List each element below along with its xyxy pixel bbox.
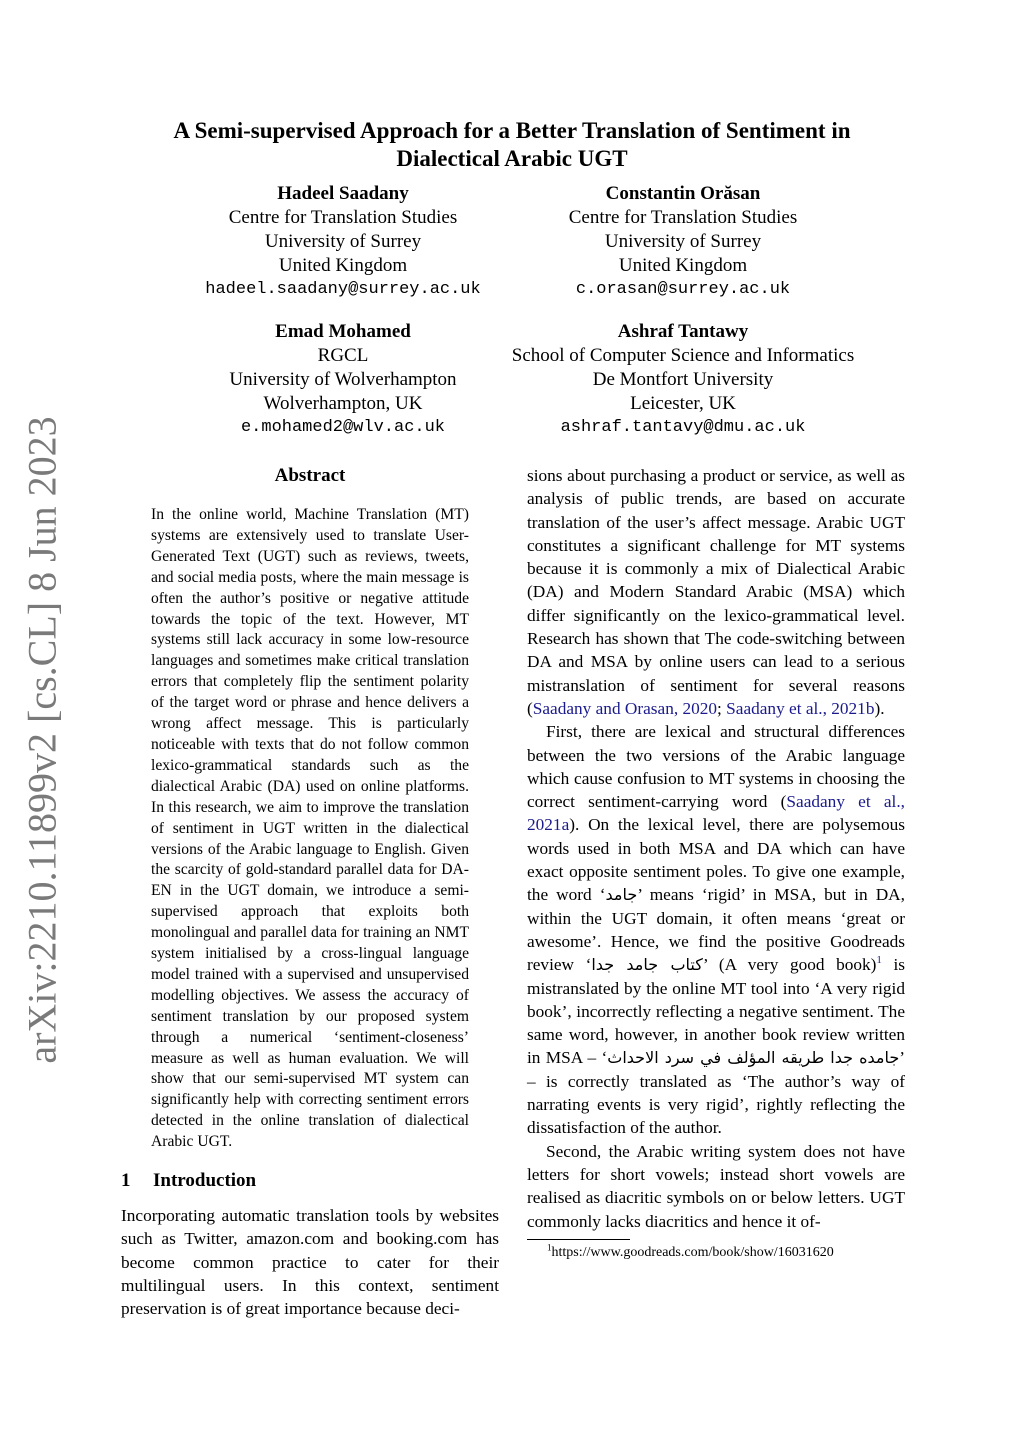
author-affiliation: University of Wolverhampton	[229, 369, 457, 390]
author-name: Hadeel Saadany	[277, 183, 409, 204]
footnote-divider	[527, 1239, 630, 1240]
author-affiliation: Centre for Translation Studies	[568, 207, 798, 228]
author-email[interactable]: hadeel.saadany@surrey.ac.uk	[205, 280, 481, 299]
author-affiliation: United Kingdom	[278, 255, 408, 276]
author-affiliation: University of Surrey	[604, 231, 762, 252]
intro-text: Second, the Arabic writing system does not have letters for short vowels; instead short vowels are realised as diacritic symbols on or below letters. UGT commonly lacks diacritics and hence it of-	[527, 1141, 905, 1231]
intro-text: ). On the lexical level, there are polysemous words used in both MSA and DA which can have exact opposite sentiment poles. To give one example, the word ‘	[527, 815, 905, 905]
abstract-text: In the online world, Machine Translation (MT) systems are extensively used to translate User-Generated Text (UGT) such as reviews, tweets, and social media posts, where the main message is often the author’s positive or negative attitude towards the topic of the text. However, MT systems still lack accuracy in some low-resource languages and sometimes make critical translation errors that completely flip the sentiment polarity of the target word or phrase and hence delivers a wrong affect message. This is particularly noticeable with texts that do not follow common lexico-grammatical standards such as the dialectical Arabic (DA) used on online platforms. In this research, we aim to improve the translation of sentiment in UGT written in the dialectical versions of the Arabic language to English. Given the scarcity of gold-standard parallel data for DA-EN in the UGT domain, we introduce a semi-supervised approach that exploits both monolingual and parallel data for training an NMT system initialised by a cross-lingual language model trained with a supervised and unsupervised modelling objectives. We assess the accuracy of sentiment translation by our proposed system through a numerical ‘sentiment-closeness’ measure as well as human evaluation. We will show that our semi-supervised MT system can significantly help with correcting sentiment errors detected in the online translation of dialectical Arabic UGT.	[151, 506, 469, 1151]
arabic-text: جامده جدا طريقه المؤلف في سرد الاحداث	[607, 1048, 900, 1068]
author-email[interactable]: c.orasan@surrey.ac.uk	[575, 280, 791, 299]
intro-text: is mistranslated by the online MT tool into ‘A very rigid book’, incorrectly reflecting a negative sentiment. The same word, however, in another book review written in MSA – ‘	[527, 955, 906, 1068]
author-affiliation: De Montfort University	[592, 369, 774, 390]
section-number: 1	[121, 1170, 131, 1192]
intro-text: ’ – is correctly translated as ‘The author’s way of narrating events is very rigid’, rightly reflecting the dissatisfaction of the author.	[527, 1048, 905, 1138]
citation-separator: ;	[717, 698, 727, 718]
title-line-2: Dialectical Arabic UGT	[396, 146, 628, 171]
intro-text: ).	[874, 698, 885, 718]
intro-text: Incorporating automatic translation tools by websites such as Twitter, amazon.com and booking.com has become common practice to cater for their multilingual users. In this context, sentiment preservation is of great importance because deci-	[121, 1206, 499, 1319]
author-affiliation: University of Surrey	[264, 231, 422, 252]
author-email[interactable]: ashraf.tantavy@dmu.ac.uk	[560, 418, 806, 437]
intro-text: First, there are lexical and structural differences between the two versions of the Arabic language which cause confusion to MT systems in choosing the correct sentiment-carrying word (	[527, 722, 905, 812]
arxiv-watermark: arXiv:2210.11899v2 [cs.CL] 8 Jun 2023	[19, 416, 65, 1064]
author-affiliation: School of Computer Science and Informatics	[511, 345, 855, 366]
section-title: Introduction	[153, 1170, 257, 1192]
footnote	[527, 1244, 905, 1262]
author-affiliation: Centre for Translation Studies	[228, 207, 458, 228]
author-name: Ashraf Tantawy	[617, 321, 749, 342]
footnote-url[interactable]: https://www.goodreads.com/book/show/16031620	[551, 1244, 834, 1260]
author-affiliation: United Kingdom	[618, 255, 748, 276]
citation-link[interactable]: Saadany et al., 2021b	[726, 698, 875, 718]
abstract-heading: Abstract	[274, 465, 346, 486]
footnote-number: 1	[547, 1242, 552, 1253]
author-affiliation: RGCL	[317, 345, 369, 366]
citation-link[interactable]: Saadany and Orasan, 2020	[532, 698, 718, 718]
intro-paragraph-1-continued	[527, 464, 905, 720]
footnote-ref[interactable]: 1	[876, 954, 882, 967]
intro-text: ’ means ‘rigid’ in MSA, but in DA, within the UGT domain, it often means ‘great or awesome’. Hence, we find the positive Goodreads review ‘	[527, 885, 905, 975]
author-affiliation: Wolverhampton, UK	[263, 393, 423, 414]
right-column	[527, 464, 905, 1262]
citation-link[interactable]: Saadany et al., 2021a	[527, 792, 905, 835]
author-email[interactable]: e.mohamed2@wlv.ac.uk	[240, 418, 446, 437]
left-column	[121, 464, 499, 1321]
author-block-1	[200, 182, 486, 302]
author-affiliation: Leicester, UK	[630, 393, 736, 414]
arabic-text: كتاب جامد جدا	[591, 955, 703, 975]
intro-text: sions about purchasing a product or service, as well as analysis of public trends, are based on accurate translation of the user’s affect message. Arabic UGT constitutes a significant challenge for MT systems because it is commonly a mix of Dialectical Arabic (DA) and Modern Standard Arabic (MSA) which differ significantly on the lexico-grammatical level. Research has shown that The code-switching between DA and MSA by online users can lead to a serious mistranslation of sentiment for several reasons (	[527, 466, 905, 718]
arabic-text: جامد	[605, 885, 638, 905]
paper-title	[120, 117, 904, 173]
author-block-4	[483, 320, 883, 440]
author-name: Emad Mohamed	[275, 321, 411, 342]
section-heading-introduction	[121, 1169, 499, 1193]
author-block-2	[540, 182, 826, 302]
intro-paragraph-1	[121, 1204, 499, 1320]
author-block-3	[200, 320, 486, 440]
title-line-1: A Semi-supervised Approach for a Better Translation of Sentiment in	[173, 118, 851, 143]
author-name: Constantin Orăsan	[605, 183, 761, 204]
intro-paragraph-2	[527, 720, 905, 1139]
intro-text: ’ (A very good book)	[702, 955, 877, 975]
intro-paragraph-3	[527, 1140, 905, 1233]
